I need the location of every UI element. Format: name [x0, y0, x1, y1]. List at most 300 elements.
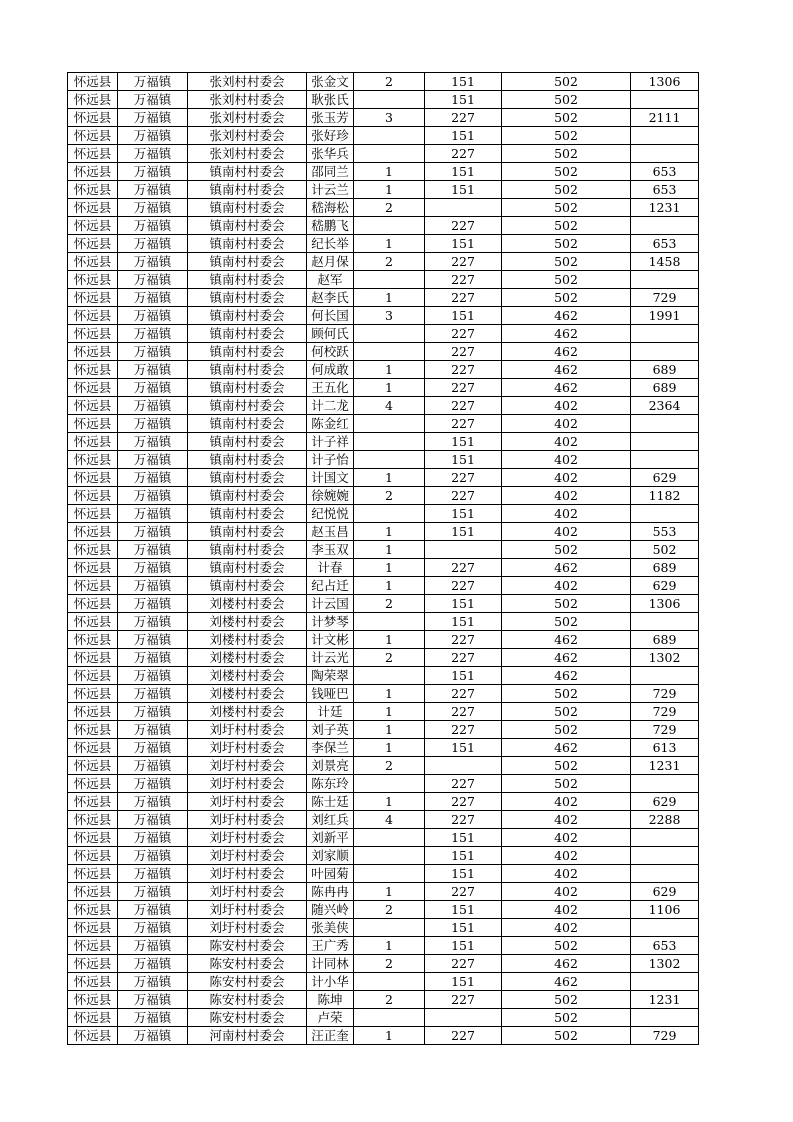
- table-row: [68, 163, 699, 181]
- table-cell: 计子祥: [307, 433, 354, 451]
- table-cell: 402: [502, 505, 631, 523]
- table-cell: 万福镇: [118, 559, 188, 577]
- table-cell: 怀远县: [68, 271, 118, 289]
- table-cell: 怀远县: [68, 955, 118, 973]
- table-cell: [354, 217, 425, 235]
- table-cell: 万福镇: [118, 973, 188, 991]
- table-row: [68, 253, 699, 271]
- table-cell: 怀远县: [68, 127, 118, 145]
- table-cell: 2111: [631, 109, 699, 127]
- table-cell: 万福镇: [118, 289, 188, 307]
- table-cell: 怀远县: [68, 235, 118, 253]
- table-cell: 万福镇: [118, 649, 188, 667]
- table-cell: 何成敢: [307, 361, 354, 379]
- table-cell: 402: [502, 469, 631, 487]
- table-cell: 502: [502, 937, 631, 955]
- table-cell: 227: [425, 379, 502, 397]
- table-cell: 刘圩村村委会: [188, 901, 307, 919]
- table-cell: 402: [502, 883, 631, 901]
- table-cell: 张刘村村委会: [188, 109, 307, 127]
- table-cell: 怀远县: [68, 613, 118, 631]
- table-cell: [354, 451, 425, 469]
- table-cell: 2: [354, 901, 425, 919]
- table-cell: 402: [502, 487, 631, 505]
- table-cell: 1: [354, 793, 425, 811]
- table-row: [68, 325, 699, 343]
- table-cell: 万福镇: [118, 883, 188, 901]
- table-cell: 151: [425, 91, 502, 109]
- table-row: [68, 883, 699, 901]
- table-cell: 刘子英: [307, 721, 354, 739]
- table-cell: 张金文: [307, 73, 354, 91]
- table-cell: 653: [631, 937, 699, 955]
- table-cell: 227: [425, 397, 502, 415]
- table-cell: 顾何氏: [307, 325, 354, 343]
- table-cell: 镇南村村委会: [188, 523, 307, 541]
- table-cell: 万福镇: [118, 379, 188, 397]
- table-cell: 张刘村村委会: [188, 91, 307, 109]
- table-cell: 502: [502, 721, 631, 739]
- table-cell: 万福镇: [118, 415, 188, 433]
- table-cell: 何长国: [307, 307, 354, 325]
- table-cell: 计小华: [307, 973, 354, 991]
- table-cell: 227: [425, 469, 502, 487]
- table-row: [68, 397, 699, 415]
- table-cell: 镇南村村委会: [188, 343, 307, 361]
- table-cell: 怀远县: [68, 883, 118, 901]
- table-cell: 462: [502, 379, 631, 397]
- table-row: [68, 793, 699, 811]
- table-cell: 镇南村村委会: [188, 289, 307, 307]
- table-row: [68, 991, 699, 1009]
- table-cell: 镇南村村委会: [188, 397, 307, 415]
- table-cell: 502: [502, 199, 631, 217]
- table-cell: 227: [425, 685, 502, 703]
- table-cell: 1: [354, 541, 425, 559]
- table-cell: 万福镇: [118, 217, 188, 235]
- table-row: [68, 343, 699, 361]
- table-cell: 万福镇: [118, 631, 188, 649]
- table-row: [68, 667, 699, 685]
- table-row: [68, 1027, 699, 1045]
- table-cell: 402: [502, 433, 631, 451]
- table-cell: 227: [425, 649, 502, 667]
- table-cell: 李玉双: [307, 541, 354, 559]
- table-cell: 万福镇: [118, 1027, 188, 1045]
- table-cell: 227: [425, 955, 502, 973]
- table-cell: 151: [425, 127, 502, 145]
- table-cell: 刘楼村村委会: [188, 649, 307, 667]
- table-cell: 万福镇: [118, 811, 188, 829]
- table-row: [68, 217, 699, 235]
- table-cell: 1182: [631, 487, 699, 505]
- table-cell: 镇南村村委会: [188, 451, 307, 469]
- table-cell: 万福镇: [118, 271, 188, 289]
- table-row: [68, 127, 699, 145]
- table-cell: [631, 613, 699, 631]
- table-cell: 1: [354, 559, 425, 577]
- table-cell: 万福镇: [118, 451, 188, 469]
- table-row: [68, 505, 699, 523]
- table-cell: 502: [502, 73, 631, 91]
- table-cell: 502: [502, 145, 631, 163]
- table-cell: 镇南村村委会: [188, 163, 307, 181]
- table-cell: 629: [631, 793, 699, 811]
- table-row: [68, 91, 699, 109]
- table-cell: 怀远县: [68, 721, 118, 739]
- table-cell: [354, 865, 425, 883]
- table-cell: 151: [425, 847, 502, 865]
- table-cell: 462: [502, 649, 631, 667]
- table-cell: 502: [502, 289, 631, 307]
- table-cell: 怀远县: [68, 973, 118, 991]
- table-cell: 刘楼村村委会: [188, 703, 307, 721]
- table-cell: 729: [631, 703, 699, 721]
- table-cell: 402: [502, 811, 631, 829]
- table-cell: 怀远县: [68, 91, 118, 109]
- table-cell: [631, 91, 699, 109]
- table-cell: 镇南村村委会: [188, 379, 307, 397]
- table-cell: 1458: [631, 253, 699, 271]
- table-cell: 赵李氏: [307, 289, 354, 307]
- table-cell: 2: [354, 649, 425, 667]
- table-cell: 227: [425, 415, 502, 433]
- table-cell: 陈东玲: [307, 775, 354, 793]
- table-cell: 万福镇: [118, 343, 188, 361]
- table-cell: 227: [425, 289, 502, 307]
- table-cell: 怀远县: [68, 739, 118, 757]
- table-row: [68, 289, 699, 307]
- table-cell: 2: [354, 595, 425, 613]
- table-cell: [354, 91, 425, 109]
- table-cell: [631, 1009, 699, 1027]
- table-cell: 227: [425, 487, 502, 505]
- table-cell: 653: [631, 181, 699, 199]
- table-cell: 502: [502, 775, 631, 793]
- table-cell: 刘楼村村委会: [188, 613, 307, 631]
- table-cell: 怀远县: [68, 415, 118, 433]
- table-cell: 镇南村村委会: [188, 577, 307, 595]
- table-cell: 陈冉冉: [307, 883, 354, 901]
- table-cell: 151: [425, 307, 502, 325]
- table-cell: 李保兰: [307, 739, 354, 757]
- table-cell: 689: [631, 631, 699, 649]
- table-cell: 张刘村村委会: [188, 145, 307, 163]
- table-row: [68, 379, 699, 397]
- table-cell: 227: [425, 217, 502, 235]
- table-cell: 镇南村村委会: [188, 325, 307, 343]
- table-cell: 怀远县: [68, 919, 118, 937]
- table-cell: 怀远县: [68, 217, 118, 235]
- table-cell: 怀远县: [68, 73, 118, 91]
- table-cell: 万福镇: [118, 847, 188, 865]
- table-cell: 462: [502, 559, 631, 577]
- table-cell: 镇南村村委会: [188, 307, 307, 325]
- table-cell: 万福镇: [118, 685, 188, 703]
- table-row: [68, 577, 699, 595]
- table-cell: 729: [631, 685, 699, 703]
- table-cell: 怀远县: [68, 595, 118, 613]
- table-row: [68, 433, 699, 451]
- table-cell: 镇南村村委会: [188, 415, 307, 433]
- table-cell: 陈安村村委会: [188, 955, 307, 973]
- table-cell: [354, 919, 425, 937]
- table-cell: 计云光: [307, 649, 354, 667]
- table-cell: 万福镇: [118, 901, 188, 919]
- table-cell: 227: [425, 721, 502, 739]
- table-cell: 刘圩村村委会: [188, 847, 307, 865]
- table-cell: 151: [425, 523, 502, 541]
- table-cell: 502: [502, 991, 631, 1009]
- table-cell: 万福镇: [118, 397, 188, 415]
- table-cell: 2: [354, 757, 425, 775]
- table-cell: 万福镇: [118, 145, 188, 163]
- table-cell: 1: [354, 685, 425, 703]
- table-cell: 刘圩村村委会: [188, 811, 307, 829]
- table-row: [68, 613, 699, 631]
- table-cell: 怀远县: [68, 451, 118, 469]
- table-cell: [631, 217, 699, 235]
- table-row: [68, 829, 699, 847]
- table-cell: 万福镇: [118, 577, 188, 595]
- table-cell: 502: [502, 163, 631, 181]
- table-cell: 万福镇: [118, 703, 188, 721]
- table-cell: 502: [502, 109, 631, 127]
- table-row: [68, 73, 699, 91]
- table-cell: 151: [425, 667, 502, 685]
- table-cell: 怀远县: [68, 433, 118, 451]
- table-cell: 刘楼村村委会: [188, 667, 307, 685]
- table-cell: 怀远县: [68, 901, 118, 919]
- table-cell: 计国文: [307, 469, 354, 487]
- table-cell: [631, 667, 699, 685]
- table-row: [68, 775, 699, 793]
- table-cell: 怀远县: [68, 793, 118, 811]
- table-cell: 402: [502, 397, 631, 415]
- table-cell: 怀远县: [68, 631, 118, 649]
- table-cell: 刘新平: [307, 829, 354, 847]
- table-cell: [631, 325, 699, 343]
- table-cell: 1: [354, 469, 425, 487]
- table-cell: 151: [425, 595, 502, 613]
- table-cell: 万福镇: [118, 775, 188, 793]
- table-cell: 纪占迁: [307, 577, 354, 595]
- table-cell: 计文彬: [307, 631, 354, 649]
- table-cell: [354, 325, 425, 343]
- table-cell: 万福镇: [118, 487, 188, 505]
- table-cell: 镇南村村委会: [188, 433, 307, 451]
- table-cell: 1: [354, 721, 425, 739]
- table-cell: 镇南村村委会: [188, 541, 307, 559]
- table-cell: 怀远县: [68, 505, 118, 523]
- table-cell: 402: [502, 901, 631, 919]
- table-cell: 怀远县: [68, 379, 118, 397]
- table-cell: 张刘村村委会: [188, 73, 307, 91]
- table-cell: 227: [425, 793, 502, 811]
- table-cell: 1306: [631, 595, 699, 613]
- table-cell: 502: [502, 235, 631, 253]
- table-cell: 怀远县: [68, 145, 118, 163]
- table-cell: [631, 865, 699, 883]
- table-cell: 1302: [631, 649, 699, 667]
- table-cell: 万福镇: [118, 865, 188, 883]
- table-row: [68, 109, 699, 127]
- table-cell: 镇南村村委会: [188, 199, 307, 217]
- table-cell: 629: [631, 883, 699, 901]
- table-cell: 万福镇: [118, 937, 188, 955]
- table-cell: 计同林: [307, 955, 354, 973]
- table-cell: 2: [354, 487, 425, 505]
- table-cell: 刘楼村村委会: [188, 595, 307, 613]
- table-cell: 怀远县: [68, 667, 118, 685]
- table-cell: 刘红兵: [307, 811, 354, 829]
- table-cell: 2: [354, 253, 425, 271]
- table-cell: 502: [502, 91, 631, 109]
- table-cell: [354, 775, 425, 793]
- table-cell: 2288: [631, 811, 699, 829]
- table-row: [68, 685, 699, 703]
- table-cell: 怀远县: [68, 289, 118, 307]
- table-cell: [354, 613, 425, 631]
- table-cell: 镇南村村委会: [188, 469, 307, 487]
- table-cell: 万福镇: [118, 595, 188, 613]
- table-cell: 怀远县: [68, 577, 118, 595]
- table-cell: 151: [425, 865, 502, 883]
- table-cell: 1231: [631, 199, 699, 217]
- table-cell: 4: [354, 811, 425, 829]
- table-body: [68, 73, 699, 1045]
- table-row: [68, 181, 699, 199]
- table-cell: 151: [425, 181, 502, 199]
- table-row: [68, 415, 699, 433]
- table-row: [68, 361, 699, 379]
- table-cell: 462: [502, 739, 631, 757]
- table-cell: [631, 433, 699, 451]
- table-cell: [631, 829, 699, 847]
- table-cell: 怀远县: [68, 685, 118, 703]
- table-cell: 刘圩村村委会: [188, 793, 307, 811]
- table-cell: 151: [425, 73, 502, 91]
- table-cell: 陈安村村委会: [188, 973, 307, 991]
- table-cell: 1: [354, 163, 425, 181]
- table-cell: 1: [354, 703, 425, 721]
- table-cell: 张刘村村委会: [188, 127, 307, 145]
- table-cell: 万福镇: [118, 199, 188, 217]
- table-cell: 227: [425, 991, 502, 1009]
- table-cell: [354, 505, 425, 523]
- table-cell: 553: [631, 523, 699, 541]
- table-cell: 2: [354, 955, 425, 973]
- table-cell: 1231: [631, 757, 699, 775]
- table-cell: 怀远县: [68, 847, 118, 865]
- table-cell: 万福镇: [118, 541, 188, 559]
- table-cell: 怀远县: [68, 523, 118, 541]
- table-cell: 计梦琴: [307, 613, 354, 631]
- table-cell: 689: [631, 559, 699, 577]
- table-cell: 万福镇: [118, 181, 188, 199]
- table-cell: 万福镇: [118, 433, 188, 451]
- table-cell: 张华兵: [307, 145, 354, 163]
- table-cell: 151: [425, 973, 502, 991]
- table-cell: 151: [425, 829, 502, 847]
- table-cell: 镇南村村委会: [188, 487, 307, 505]
- table-row: [68, 721, 699, 739]
- table-cell: 刘圩村村委会: [188, 739, 307, 757]
- table-cell: [631, 451, 699, 469]
- table-cell: 502: [502, 541, 631, 559]
- table-cell: 纪长举: [307, 235, 354, 253]
- table-cell: 镇南村村委会: [188, 505, 307, 523]
- table-cell: 151: [425, 163, 502, 181]
- table-cell: 徐婉婉: [307, 487, 354, 505]
- table-cell: 钱哑巴: [307, 685, 354, 703]
- table-cell: [354, 127, 425, 145]
- table-cell: 1: [354, 883, 425, 901]
- table-cell: [354, 667, 425, 685]
- table-cell: 227: [425, 271, 502, 289]
- table-cell: [425, 1009, 502, 1027]
- table-cell: 4: [354, 397, 425, 415]
- table-cell: 1302: [631, 955, 699, 973]
- table-cell: 1: [354, 937, 425, 955]
- table-cell: 502: [502, 181, 631, 199]
- table-cell: 万福镇: [118, 253, 188, 271]
- table-cell: 1: [354, 289, 425, 307]
- table-row: [68, 541, 699, 559]
- table-cell: 刘景亮: [307, 757, 354, 775]
- table-cell: 689: [631, 361, 699, 379]
- table-cell: 万福镇: [118, 361, 188, 379]
- table-cell: 张玉芳: [307, 109, 354, 127]
- table-cell: 万福镇: [118, 667, 188, 685]
- table-cell: 怀远县: [68, 181, 118, 199]
- table-cell: 502: [502, 685, 631, 703]
- table-cell: 151: [425, 739, 502, 757]
- table-cell: 刘家顺: [307, 847, 354, 865]
- table-cell: 227: [425, 559, 502, 577]
- table-cell: 怀远县: [68, 343, 118, 361]
- table-cell: 227: [425, 253, 502, 271]
- table-cell: 227: [425, 1027, 502, 1045]
- table-cell: 刘圩村村委会: [188, 919, 307, 937]
- table-row: [68, 901, 699, 919]
- table-cell: 3: [354, 307, 425, 325]
- table-cell: 462: [502, 325, 631, 343]
- table-cell: 151: [425, 613, 502, 631]
- table-cell: [354, 145, 425, 163]
- table-cell: 怀远县: [68, 1009, 118, 1027]
- table-cell: [631, 127, 699, 145]
- table-cell: 502: [502, 613, 631, 631]
- table-cell: 刘圩村村委会: [188, 757, 307, 775]
- table-cell: 怀远县: [68, 829, 118, 847]
- table-cell: 402: [502, 577, 631, 595]
- table-cell: 227: [425, 703, 502, 721]
- table-cell: 万福镇: [118, 757, 188, 775]
- table-cell: 1: [354, 361, 425, 379]
- table-cell: 629: [631, 577, 699, 595]
- table-cell: 3: [354, 109, 425, 127]
- table-cell: 502: [502, 1027, 631, 1045]
- table-cell: 502: [502, 757, 631, 775]
- table-cell: 729: [631, 1027, 699, 1045]
- table-cell: 万福镇: [118, 505, 188, 523]
- table-row: [68, 451, 699, 469]
- table-cell: 227: [425, 343, 502, 361]
- table-cell: [631, 415, 699, 433]
- table-cell: [425, 757, 502, 775]
- table-cell: 227: [425, 883, 502, 901]
